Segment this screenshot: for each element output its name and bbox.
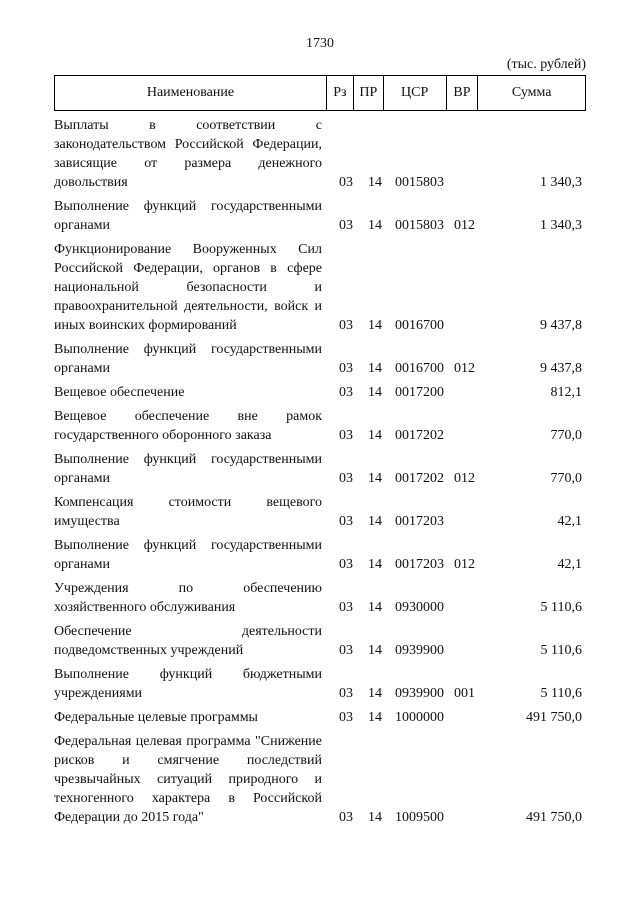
cell-vr: 012 — [454, 218, 475, 233]
cell-pr: 14 — [368, 318, 382, 333]
cell-sum: 5 110,6 — [540, 643, 582, 658]
cell-rz: 03 — [339, 686, 353, 701]
cell-name: Функционирование Вооруженных Сил Российской Федерации, органов в сфере национальной безопасности и правоохранительной деятельности, войск и иных воинских формирований — [54, 242, 322, 333]
header-pr: ПР — [353, 76, 383, 110]
cell-rz: 03 — [339, 175, 353, 190]
cell-name: Выполнение функций бюджетными учреждениями — [54, 667, 322, 701]
table-row — [54, 116, 586, 192]
cell-pr: 14 — [368, 710, 382, 725]
table-row — [54, 665, 586, 703]
cell-pr: 14 — [368, 428, 382, 443]
cell-sum: 491 750,0 — [526, 810, 582, 825]
header-name: Наименование — [146, 85, 235, 100]
cell-pr: 14 — [368, 600, 382, 615]
cell-pr: 14 — [368, 218, 382, 233]
table-row — [54, 622, 586, 660]
cell-sum: 812,1 — [550, 385, 582, 400]
table-row — [54, 579, 586, 617]
cell-sum: 9 437,8 — [540, 318, 582, 333]
cell-rz: 03 — [339, 385, 353, 400]
cell-rz: 03 — [339, 318, 353, 333]
cell-pr: 14 — [368, 471, 382, 486]
cell-sum: 1 340,3 — [540, 175, 582, 190]
table-row — [54, 340, 586, 378]
cell-rz: 03 — [339, 710, 353, 725]
table-row — [54, 493, 586, 531]
cell-csr: 0017202 — [395, 428, 444, 443]
cell-sum: 9 437,8 — [540, 361, 582, 376]
cell-vr: 012 — [454, 557, 475, 572]
cell-csr: 0939900 — [395, 643, 444, 658]
cell-rz: 03 — [339, 557, 353, 572]
header-sum: Сумма — [477, 76, 585, 110]
cell-pr: 14 — [368, 385, 382, 400]
cell-csr: 1000000 — [395, 710, 444, 725]
cell-sum: 5 110,6 — [540, 686, 582, 701]
cell-rz: 03 — [339, 514, 353, 529]
cell-csr: 0016700 — [395, 361, 444, 376]
cell-name: Выполнение функций государственными органами — [54, 538, 322, 572]
table-row — [54, 383, 586, 402]
table-row — [54, 450, 586, 488]
cell-csr: 0015803 — [395, 175, 444, 190]
cell-rz: 03 — [339, 361, 353, 376]
cell-csr: 0017203 — [395, 557, 444, 572]
cell-rz: 03 — [339, 428, 353, 443]
cell-rz: 03 — [339, 810, 353, 825]
cell-vr: 012 — [454, 471, 475, 486]
cell-pr: 14 — [368, 514, 382, 529]
table-row — [54, 240, 586, 335]
cell-name: Вещевое обеспечение — [54, 385, 185, 400]
cell-name: Выполнение функций государственными органами — [54, 342, 322, 376]
cell-csr: 0930000 — [395, 600, 444, 615]
cell-csr: 0017203 — [395, 514, 444, 529]
table-row — [54, 407, 586, 445]
cell-name: Компенсация стоимости вещевого имущества — [54, 495, 322, 529]
cell-name: Учреждения по обеспечению хозяйственного обслуживания — [54, 581, 322, 615]
cell-name: Выполнение функций государственными органами — [54, 452, 322, 486]
cell-csr: 1009500 — [395, 810, 444, 825]
cell-sum: 1 340,3 — [540, 218, 582, 233]
table-row — [54, 197, 586, 235]
cell-sum: 42,1 — [557, 557, 582, 572]
cell-pr: 14 — [368, 686, 382, 701]
cell-rz: 03 — [339, 471, 353, 486]
cell-pr: 14 — [368, 557, 382, 572]
cell-csr: 0939900 — [395, 686, 444, 701]
page-number: 1730 — [306, 36, 334, 51]
cell-name: Обеспечение деятельности подведомственных учреждений — [54, 624, 322, 658]
cell-pr: 14 — [368, 175, 382, 190]
header-vr: ВР — [446, 76, 478, 110]
cell-csr: 0015803 — [395, 218, 444, 233]
cell-name: Выплаты в соответствии с законодательством Российской Федерации, зависящие от размера денежного довольствия — [54, 118, 322, 190]
cell-rz: 03 — [339, 643, 353, 658]
cell-rz: 03 — [339, 600, 353, 615]
table-row — [54, 708, 586, 727]
table-row — [54, 536, 586, 574]
cell-sum: 491 750,0 — [526, 710, 582, 725]
cell-name: Вещевое обеспечение вне рамок государственного оборонного заказа — [54, 409, 322, 443]
cell-name: Федеральная целевая программа "Снижение рисков и смягчение последствий чрезвычайных ситуаций природного и техногенного характера в Российской Федерации до 2015 года" — [54, 734, 322, 825]
cell-csr: 0017200 — [395, 385, 444, 400]
cell-sum: 770,0 — [550, 428, 582, 443]
units-label: (тыс. рублей) — [506, 57, 586, 72]
cell-pr: 14 — [368, 810, 382, 825]
table-body — [54, 116, 586, 832]
header-csr: ЦСР — [383, 76, 446, 110]
cell-name: Выполнение функций государственными органами — [54, 199, 322, 233]
cell-sum: 42,1 — [557, 514, 582, 529]
cell-sum: 770,0 — [550, 471, 582, 486]
cell-vr: 012 — [454, 361, 475, 376]
table-header — [54, 75, 586, 111]
table-row — [54, 732, 586, 827]
cell-csr: 0017202 — [395, 471, 444, 486]
cell-name: Федеральные целевые программы — [54, 710, 258, 725]
cell-sum: 5 110,6 — [540, 600, 582, 615]
cell-csr: 0016700 — [395, 318, 444, 333]
cell-pr: 14 — [368, 643, 382, 658]
cell-vr: 001 — [454, 686, 475, 701]
cell-pr: 14 — [368, 361, 382, 376]
header-rz: Рз — [326, 76, 353, 110]
cell-rz: 03 — [339, 218, 353, 233]
